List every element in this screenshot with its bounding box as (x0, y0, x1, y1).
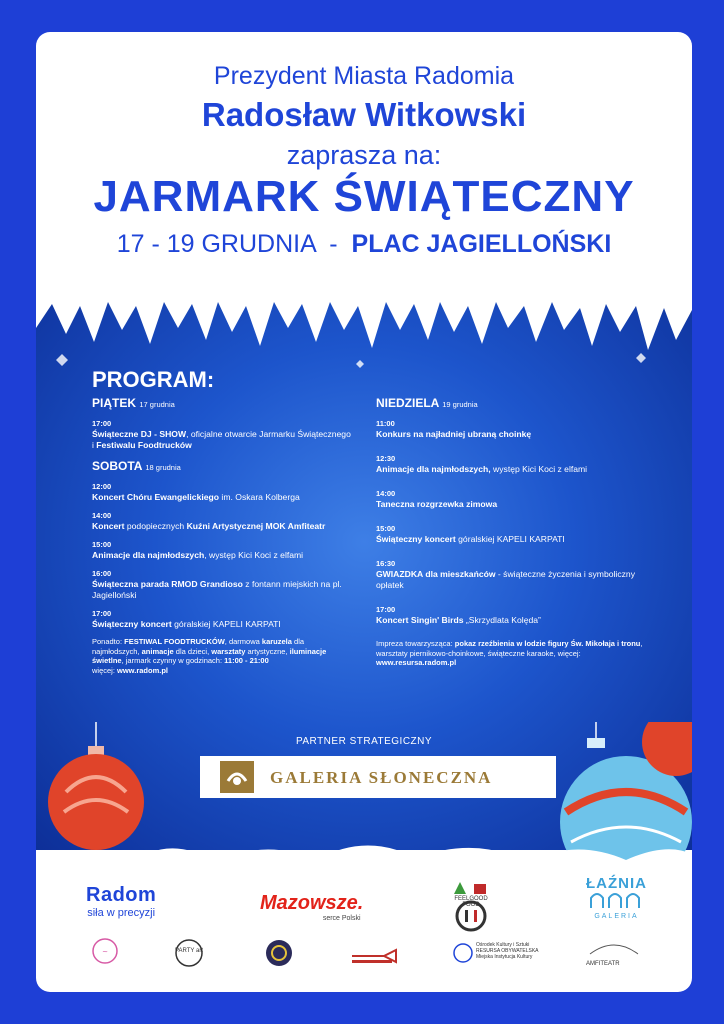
list-item: 15:00 Animacje dla najmłodszych, występ Kici Koci z elfami (92, 540, 304, 560)
amfiteatr-logo[interactable] (586, 940, 642, 967)
day-saturday (92, 461, 352, 473)
list-item: 16:00 Świąteczna parada RMOD Grandioso z fontann miejskich na pl. Jagielloński (92, 569, 342, 600)
invite-line: zaprasza na: (286, 140, 442, 170)
food-logo-text: FEELGOOD FOOD (454, 896, 488, 908)
list-item: 17:00 Świąteczny koncert góralskiej KAPELI KARPATI (92, 609, 281, 629)
program-left-column (92, 398, 352, 675)
date-separator: - (329, 230, 338, 258)
list-item: 17:00 Koncert Singin' Birds „Skrzydlata Kolęda” (376, 605, 541, 625)
presenter-name: Radosław Witkowski (201, 96, 527, 133)
presenter-line: Prezydent Miasta Radomia (213, 62, 515, 90)
day-date: 17 grudnia (139, 400, 175, 409)
event-time: 17:00 (92, 419, 112, 428)
date-place-line (36, 230, 692, 259)
resursa-link[interactable]: www.resursa.radom.pl (376, 658, 457, 667)
laznia-logo: ŁAŹNIA (586, 875, 647, 892)
list-item: 12:30 Animacje dla najmłodszych, występ Kici Koci z elfami (376, 454, 588, 474)
day-name: NIEDZIELA (376, 396, 439, 410)
pink-logo-icon[interactable] (92, 938, 118, 964)
radom-logo: Radom (86, 884, 157, 906)
sponsor-mazowsze[interactable] (260, 892, 363, 922)
anniversary-logo-icon[interactable] (264, 938, 294, 968)
radom-link[interactable]: www.radom.pl (117, 665, 168, 675)
sponsor-feelgood-food[interactable] (448, 880, 494, 934)
laznia-arches-icon (587, 892, 647, 908)
day-name: SOBOTA (92, 459, 142, 473)
small-logos-row: ~ PARTY art Ośrodek Kultury i Sztuki RESURSA OBYWATELSKA Miejska Instytucja Kultury AMFITEATR (36, 934, 692, 978)
list-item: 12:00 Koncert Chóru Ewangelickiego im. Oskara Kolberga (92, 482, 300, 502)
list-item: 17:00 Świąteczne DJ - SHOW, oficjalne otwarcie Jarmarku Świątecznego i Festiwalu Foodtrucków (92, 419, 351, 450)
program-title: PROGRAM: (92, 367, 215, 392)
sunday-note: Impreza towarzysząca: pokaz rzeźbienia w lodzie figury Św. Mikołaja i tronu, warsztaty piernikowo-choinkowe, świąteczne karaoke, więcej: www.resursa.radom.pl (376, 639, 643, 667)
list-item: 14:00 Taneczna rozgrzewka zimowa (376, 489, 498, 509)
resursa-icon (452, 942, 474, 964)
day-friday (92, 398, 352, 410)
icicle-border-icon (36, 280, 692, 370)
event-dates: 17 - 19 GRUDNIA (116, 230, 316, 258)
event-title: JARMARK ŚWIĄTECZNY (93, 172, 635, 221)
day-name: PIĄTEK (92, 396, 137, 410)
trumpet-logo-icon[interactable] (350, 946, 400, 966)
party-art-logo[interactable]: PARTY art (174, 938, 204, 973)
mazowsze-logo: Mazowsze. (260, 892, 364, 914)
svg-text:~: ~ (102, 948, 108, 956)
partner-logo[interactable] (200, 756, 556, 798)
sun-logo-icon (220, 761, 254, 793)
sponsor-radom[interactable] (86, 884, 156, 919)
list-item: 14:00 Koncert podopiecznych Kuźni Artystycznej MOK Amfiteatr (92, 511, 326, 531)
day-date: 18 grudnia (145, 463, 181, 472)
program-right-column (376, 398, 646, 668)
list-item: 15:00 Świąteczny koncert góralskiej KAPELI KARPATI (376, 524, 565, 544)
sponsor-laznia[interactable] (586, 875, 647, 920)
radom-slogan: siła w precyzji (87, 907, 156, 919)
header (36, 32, 692, 282)
event-place: PLAC JAGIELLOŃSKI (351, 230, 612, 258)
laznia-sub: GALERIA (594, 913, 639, 920)
amfiteatr-text: AMFITEATR (586, 961, 620, 967)
partner-name: GALERIA SŁONECZNA (270, 768, 493, 787)
list-item: 16:30 GWIAZDKA dla mieszkańców - świąteczne życzenia i symboliczny opłatek (376, 559, 636, 590)
amfiteatr-arc-icon (586, 940, 642, 956)
mazowsze-slogan: serce Polski (322, 915, 361, 922)
day-date: 19 grudnia (442, 400, 478, 409)
day-sunday (376, 398, 646, 410)
list-item: 11:00 Konkurs na najładniej ubraną choinkę (376, 419, 532, 439)
partner-label: PARTNER STRATEGICZNY (295, 736, 433, 747)
poster (36, 32, 692, 992)
saturday-note: Ponadto: FESTIWAL FOODTRUCKÓW, darmowa karuzela dla najmłodszych, animacje dla dzieci, warsztaty artystyczne, iluminacje świetlne, jarmark czynny w godzinach: 11:00 - 21:00 więcej: www.radom.pl (92, 637, 327, 675)
